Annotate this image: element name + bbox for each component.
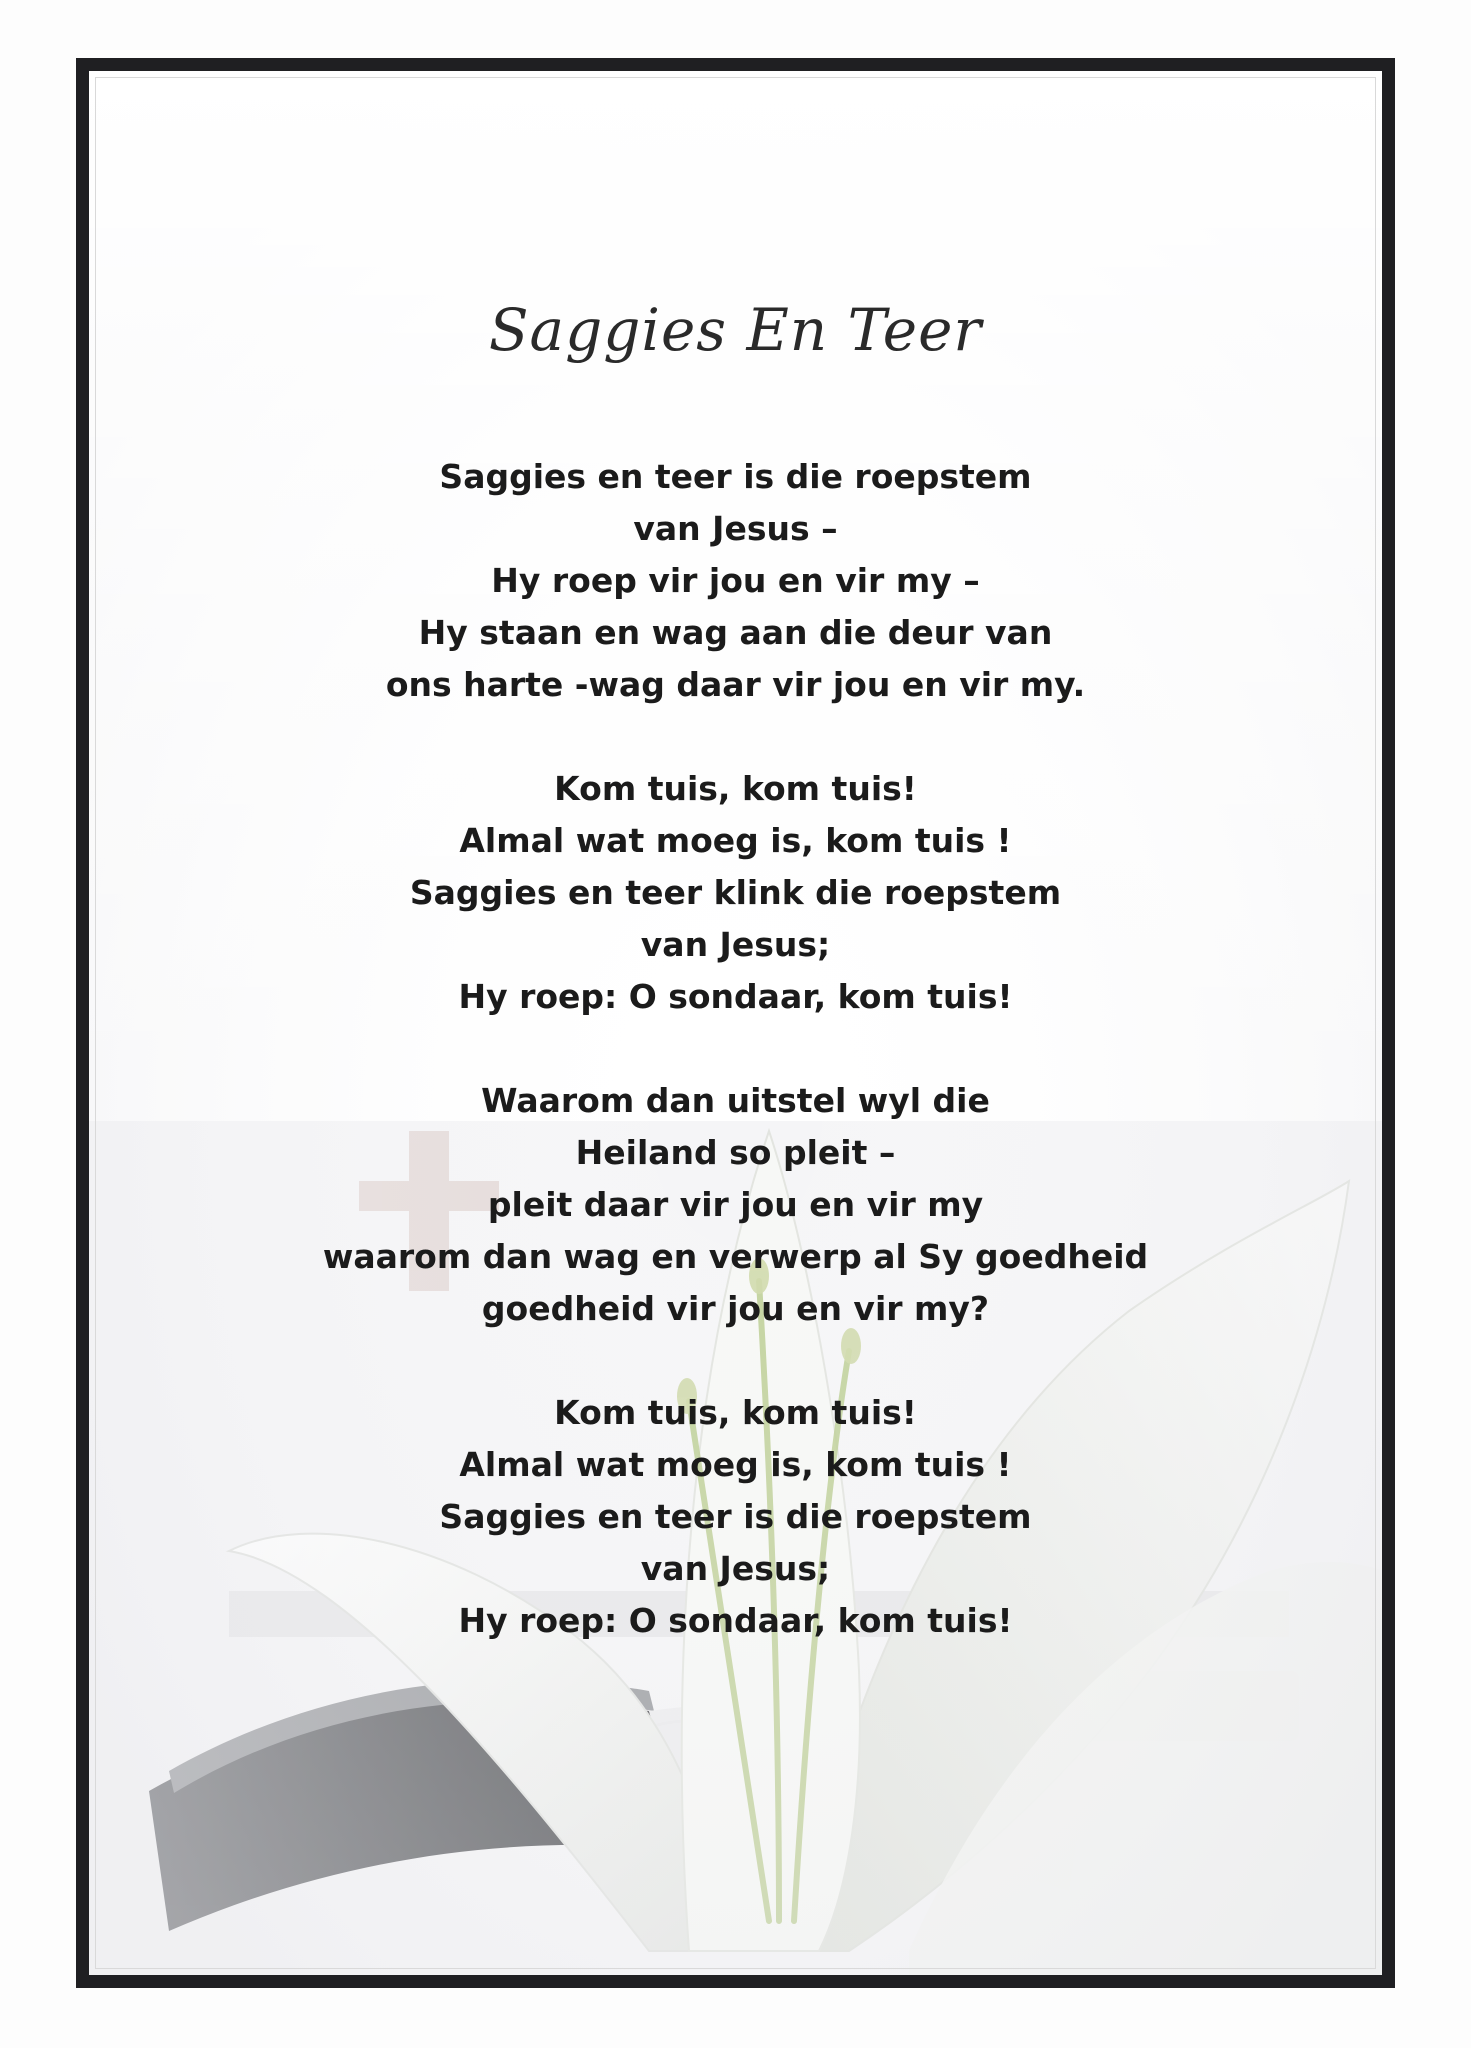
poem-line: pleit daar vir jou en vir my — [487, 1185, 984, 1224]
poem-line: van Jesus; — [640, 1549, 831, 1588]
poem-line: Waarom dan uitstel wyl die — [481, 1081, 990, 1120]
poem-line: goedheid vir jou en vir my? — [481, 1289, 990, 1328]
poem-line: van Jesus; — [640, 925, 831, 964]
poem-line: waarom dan wag en verwerp al Sy goedheid — [322, 1237, 1149, 1276]
poem-line: Hy roep: O sondaar, kom tuis! — [458, 977, 1013, 1016]
stanza-1 — [89, 451, 1382, 711]
poem-line: Heiland so pleit – — [575, 1133, 896, 1172]
poem-line: ons harte -wag daar vir jou en vir my. — [385, 665, 1086, 704]
poem-line: Hy roep: O sondaar, kom tuis! — [458, 1601, 1013, 1640]
stanza-2 — [89, 763, 1382, 1023]
stanza-4 — [89, 1387, 1382, 1647]
stanza-3 — [89, 1075, 1382, 1335]
poem-line: Kom tuis, kom tuis! — [554, 1393, 917, 1432]
poem-line: van Jesus – — [633, 509, 838, 548]
poem-line: Hy roep vir jou en vir my – — [491, 561, 980, 600]
poem-line: Kom tuis, kom tuis! — [554, 769, 917, 808]
page-border-frame — [76, 58, 1395, 1988]
poem-body — [89, 451, 1382, 1699]
poem-line: Saggies en teer is die roepstem — [439, 457, 1032, 496]
poem-line: Almal wat moeg is, kom tuis ! — [459, 1445, 1012, 1484]
poem-line: Hy staan en wag aan die deur van — [418, 613, 1053, 652]
poem-line: Saggies en teer klink die roepstem — [409, 873, 1062, 912]
poem-line: Almal wat moeg is, kom tuis ! — [459, 821, 1012, 860]
poem-line: Saggies en teer is die roepstem — [439, 1497, 1032, 1536]
poem-title: Saggies En Teer — [488, 296, 983, 364]
